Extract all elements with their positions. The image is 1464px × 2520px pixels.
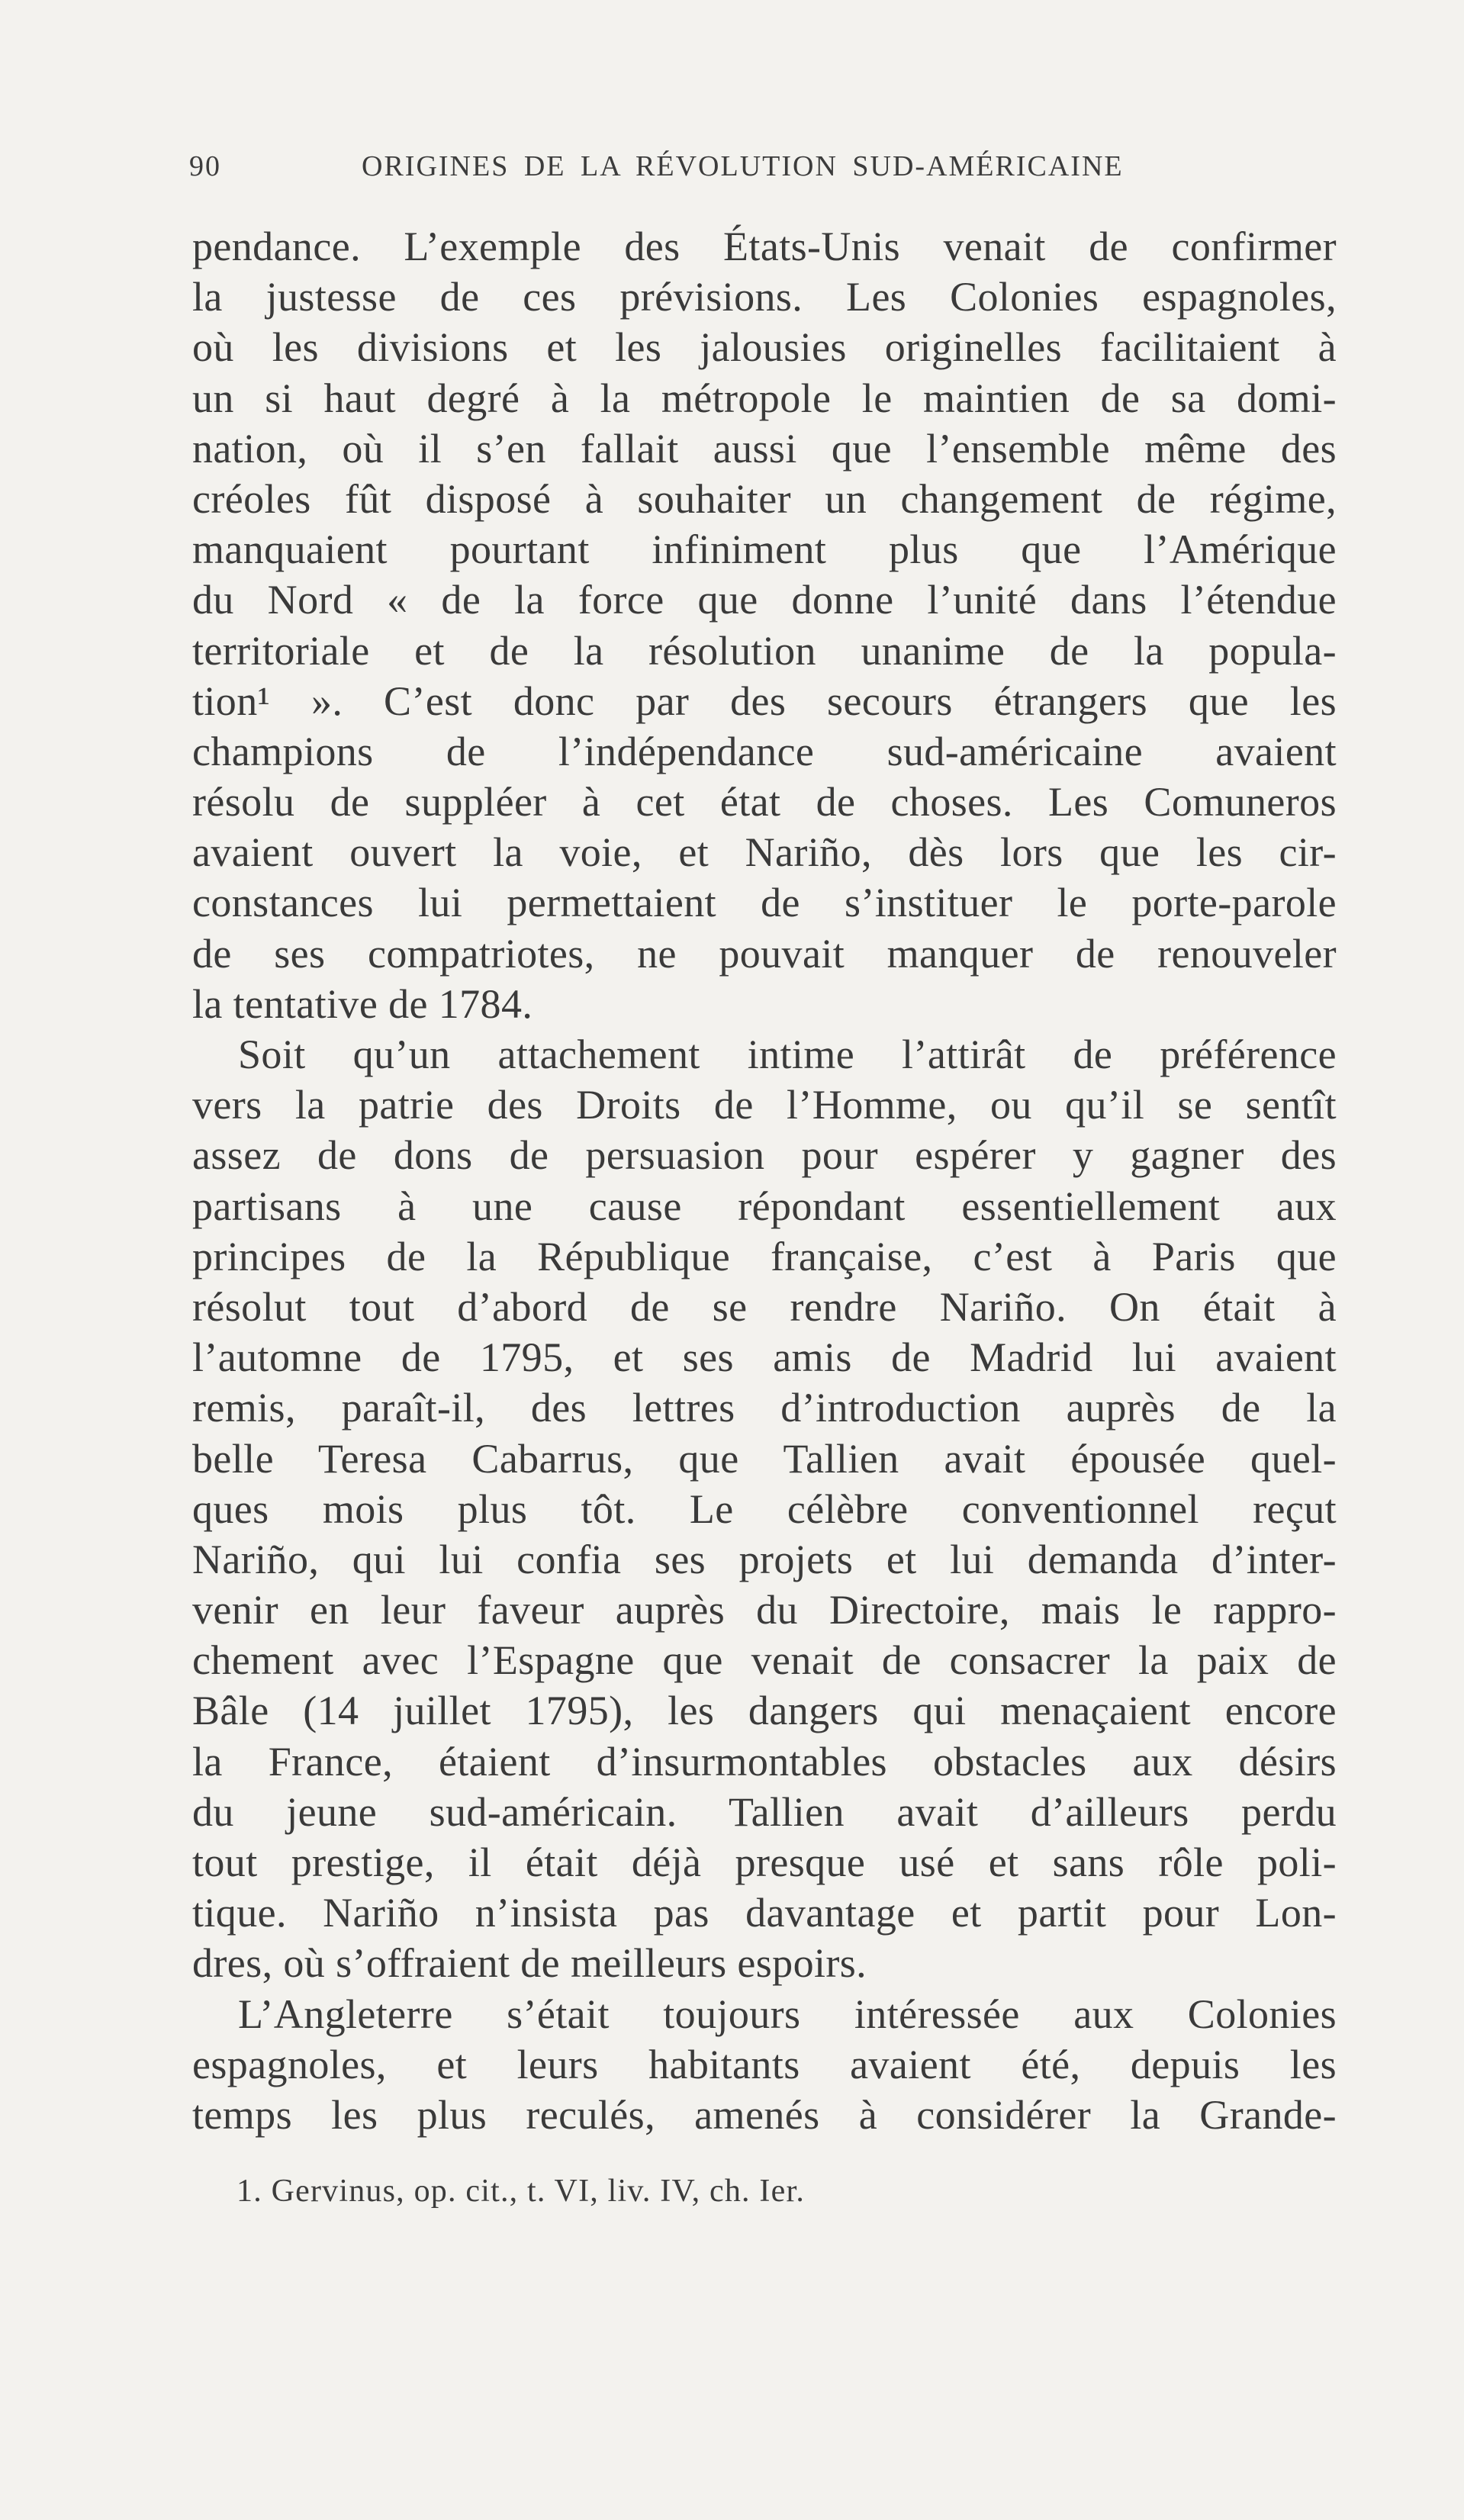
text-line: partisans à une cause répondant essentiellement aux xyxy=(192,1183,1337,1229)
text-line: un si haut degré à la métropole le maintien de sa domi- xyxy=(192,375,1337,421)
text-line: Nariño, qui lui confia ses projets et lui demanda d’inter- xyxy=(192,1536,1337,1582)
text-line: chement avec l’Espagne que venait de consacrer la paix de xyxy=(192,1637,1337,1684)
text-line: Bâle (14 juillet 1795), les dangers qui menaçaient encore xyxy=(192,1688,1337,1734)
text-line: du jeune sud-américain. Tallien avait d’ailleurs perdu xyxy=(192,1788,1337,1835)
text-line: constances lui permettaient de s’instituer le porte-parole xyxy=(192,880,1337,926)
text-line: nation, où il s’en fallait aussi que l’ensemble même des xyxy=(192,425,1337,471)
text-line: belle Teresa Cabarrus, que Tallien avait épousée quel- xyxy=(192,1435,1337,1482)
text-line: tique. Nariño n’insista pas davantage et partit pour Lon- xyxy=(192,1890,1337,1936)
text-line: assez de dons de persuasion pour espérer y gagner des xyxy=(192,1132,1337,1179)
text-line: remis, paraît-il, des lettres d’introduction auprès de la xyxy=(192,1385,1337,1431)
text-line: principes de la République française, c’est à Paris que xyxy=(192,1233,1337,1279)
text-line: résolu de suppléer à cet état de choses. Les Comuneros xyxy=(192,779,1337,826)
text-line: manquaient pourtant infiniment plus que l’Amérique xyxy=(192,526,1337,573)
text-line: créoles fût disposé à souhaiter un changement de régime, xyxy=(192,475,1337,522)
text-line: pendance. L’exemple des États-Unis venait de confirmer xyxy=(192,224,1337,269)
text-line: résolut tout d’abord de se rendre Nariño. On était à xyxy=(192,1283,1337,1330)
footnote: 1. Gervinus, op. cit., t. VI, liv. IV, ch. Ier. xyxy=(236,2174,806,2209)
text-line: la France, étaient d’insurmontables obstacles aux désirs xyxy=(192,1738,1337,1785)
text-line: avaient ouvert la voie, et Nariño, dès lors que les cir- xyxy=(192,829,1337,876)
text-line: Soit qu’un attachement intime l’attirât de préférence xyxy=(238,1031,1337,1077)
text-line: tout prestige, il était déjà presque usé et sans rôle poli- xyxy=(192,1839,1337,1885)
text-line: dres, où s’offraient de meilleurs espoirs. xyxy=(192,1940,867,1987)
text-line: temps les plus reculés, amenés à considérer la Grande- xyxy=(192,2091,1337,2138)
text-line: l’automne de 1795, et ses amis de Madrid lui avaient xyxy=(192,1334,1337,1381)
text-line: L’Angleterre s’était toujours intéressée aux Colonies xyxy=(238,1991,1337,2037)
text-line: territoriale et de la résolution unanime de la popula- xyxy=(192,627,1337,674)
text-line: de ses compatriotes, ne pouvait manquer de renouveler xyxy=(192,930,1337,977)
text-line: ques mois plus tôt. Le célèbre conventionnel reçut xyxy=(192,1485,1337,1532)
text-line: vers la patrie des Droits de l’Homme, ou qu’il se sentît xyxy=(192,1082,1337,1128)
text-line: champions de l’indépendance sud-américaine avaient xyxy=(192,728,1337,774)
text-line: la tentative de 1784. xyxy=(192,980,533,1027)
page-number: 90 xyxy=(189,150,221,182)
text-line: la justesse de ces prévisions. Les Colonies espagnoles, xyxy=(192,274,1337,320)
text-line: venir en leur faveur auprès du Directoire, mais le rappro- xyxy=(192,1587,1337,1633)
text-line: espagnoles, et leurs habitants avaient été, depuis les xyxy=(192,2041,1337,2087)
running-title: ORIGINES DE LA RÉVOLUTION SUD-AMÉRICAINE xyxy=(362,150,1124,182)
body-text xyxy=(192,221,1337,2140)
text-line: tion¹ ». C’est donc par des secours étrangers que les xyxy=(192,677,1337,724)
running-head xyxy=(189,150,1410,195)
text-line: du Nord « de la force que donne l’unité dans l’étendue xyxy=(192,577,1337,623)
text-line: où les divisions et les jalousies originelles facilitaient à xyxy=(192,324,1337,371)
